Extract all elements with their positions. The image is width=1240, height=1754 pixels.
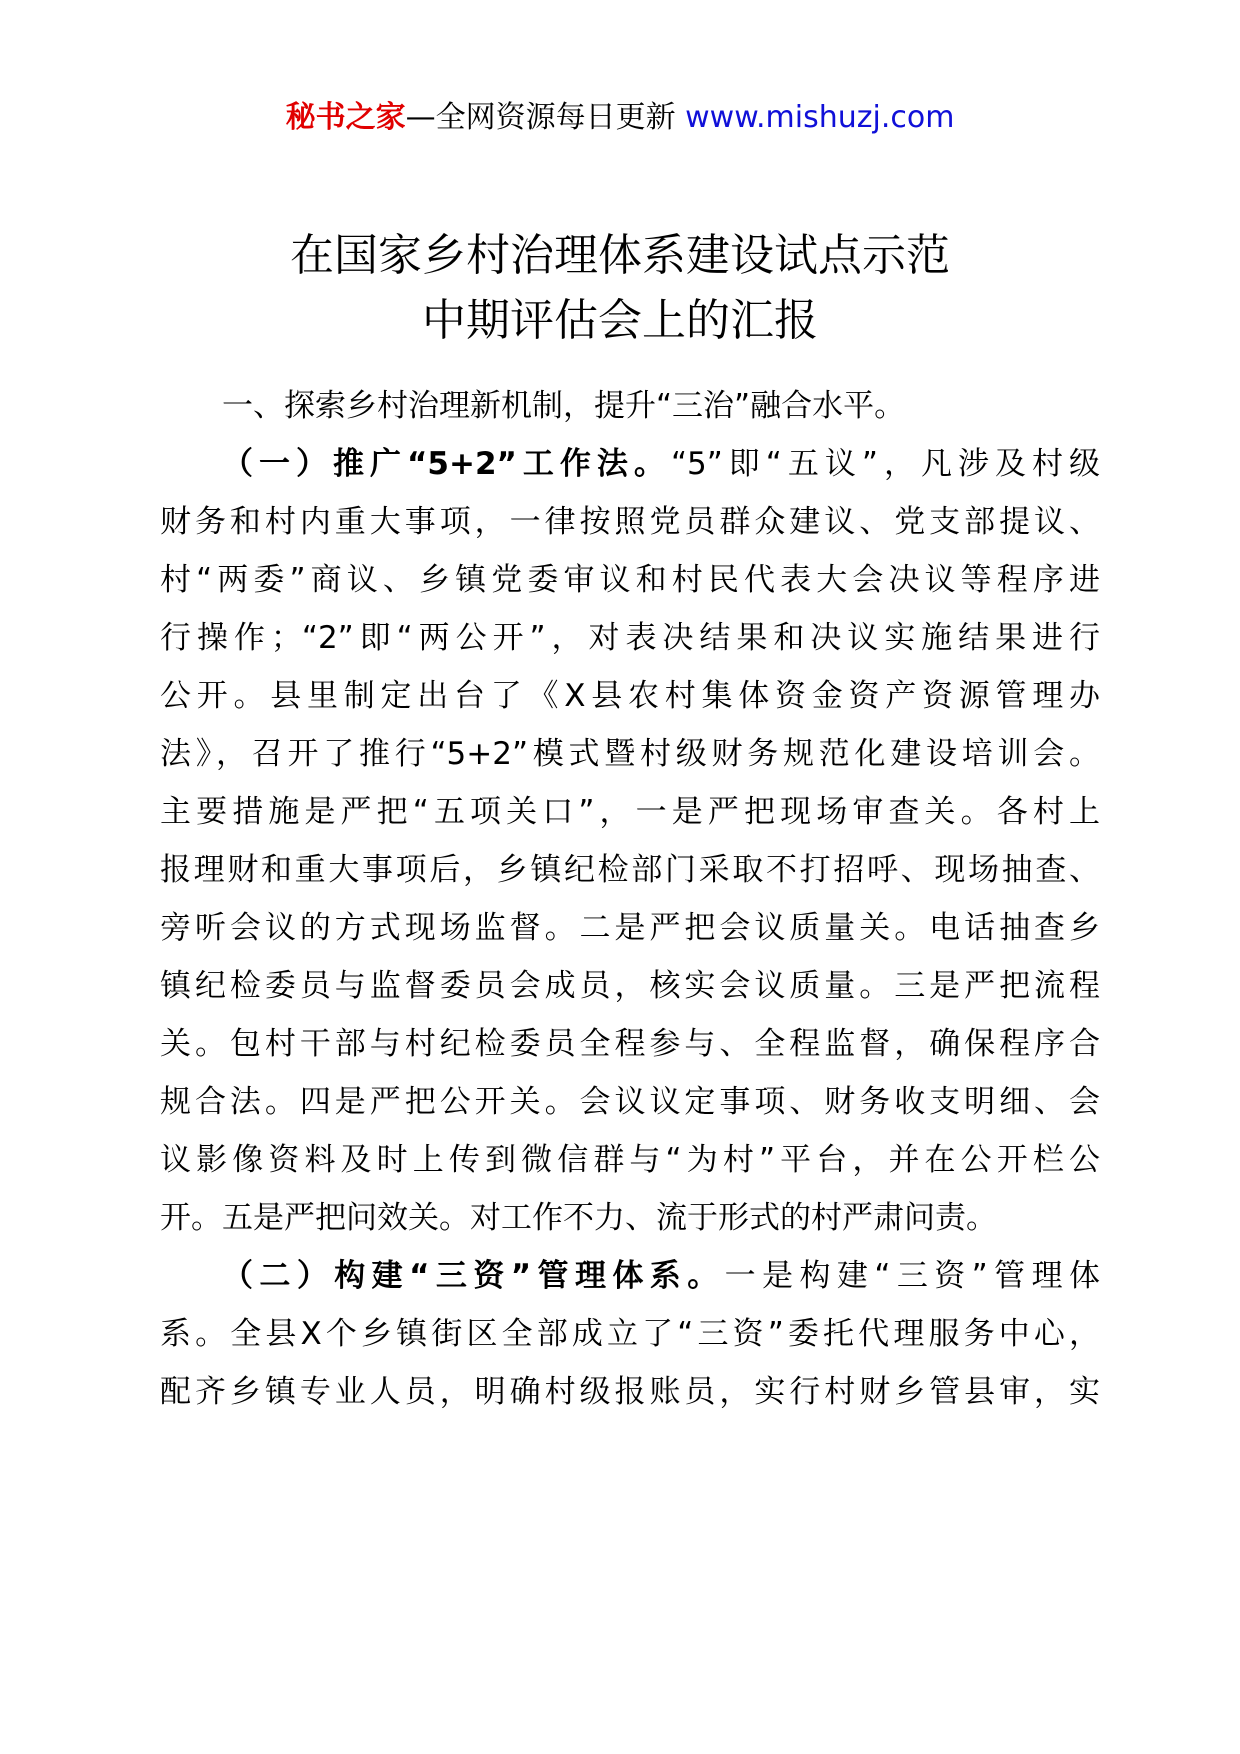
paragraph-line: 村“两委”商议、乡镇党委审议和村民代表大会决议等程序进 (160, 562, 1100, 598)
paragraph-1-lead-text: “5”即“五议”，凡涉及村级 (670, 446, 1100, 482)
paragraph-2-lead (222, 1246, 1100, 1306)
paragraph-line: 议影像资料及时上传到微信群与“为村”平台，并在公开栏公 (160, 1142, 1100, 1178)
paragraph-line: 配齐乡镇专业人员，明确村级报账员，实行村财乡管县审，实 (160, 1374, 1100, 1410)
subsection-heading-1: （一）推广“5+2”工作法。 (222, 446, 671, 482)
paragraph-line: 报理财和重大事项后，乡镇纪检部门采取不打招呼、现场抽查、 (160, 852, 1100, 888)
site-url-link[interactable]: www.mishuzj.com (685, 100, 955, 135)
brand-name: 秘书之家 (285, 100, 406, 135)
site-header (0, 98, 1240, 138)
paragraph-1-lead (222, 434, 1100, 494)
paragraph-2-lead-text: 一是构建“三资”管理体 (724, 1258, 1100, 1294)
section-heading: 一、探索乡村治理新机制，提升“三治”融合水平。 (222, 388, 906, 424)
paragraph-line: 开。五是严把问效关。对工作不力、流于形式的村严肃问责。 (160, 1200, 997, 1236)
document-title-line-2: 中期评估会上的汇报 (422, 295, 818, 346)
paragraph-line: 公开。县里制定出台了《X县农村集体资金资产资源管理办 (160, 678, 1100, 714)
paragraph-line: 财务和村内重大事项，一律按照党员群众建议、党支部提议、 (160, 504, 1100, 540)
paragraph-line: 法》，召开了推行“5+2”模式暨村级财务规范化建设培训会。 (160, 736, 1100, 772)
paragraph-line: 关。包村干部与村纪检委员全程参与、全程监督，确保程序合 (160, 1026, 1100, 1062)
paragraph-line: 镇纪检委员与监督委员会成员，核实会议质量。三是严把流程 (160, 968, 1100, 1004)
document-title-line-1: 在国家乡村治理体系建设试点示范 (290, 230, 950, 281)
subsection-heading-2: （二）构建“三资”管理体系。 (222, 1258, 725, 1294)
paragraph-line: 行操作；“2”即“两公开”，对表决结果和决议实施结果进行 (160, 620, 1100, 656)
header-tagline: —全网资源每日更新 (405, 100, 676, 135)
paragraph-line: 系。全县X个乡镇街区全部成立了“三资”委托代理服务中心， (160, 1316, 1100, 1352)
paragraph-line: 规合法。四是严把公开关。会议议定事项、财务收支明细、会 (160, 1084, 1100, 1120)
paragraph-line: 主要措施是严把“五项关口”，一是严把现场审查关。各村上 (160, 794, 1100, 830)
paragraph-line: 旁听会议的方式现场监督。二是严把会议质量关。电话抽查乡 (160, 910, 1100, 946)
